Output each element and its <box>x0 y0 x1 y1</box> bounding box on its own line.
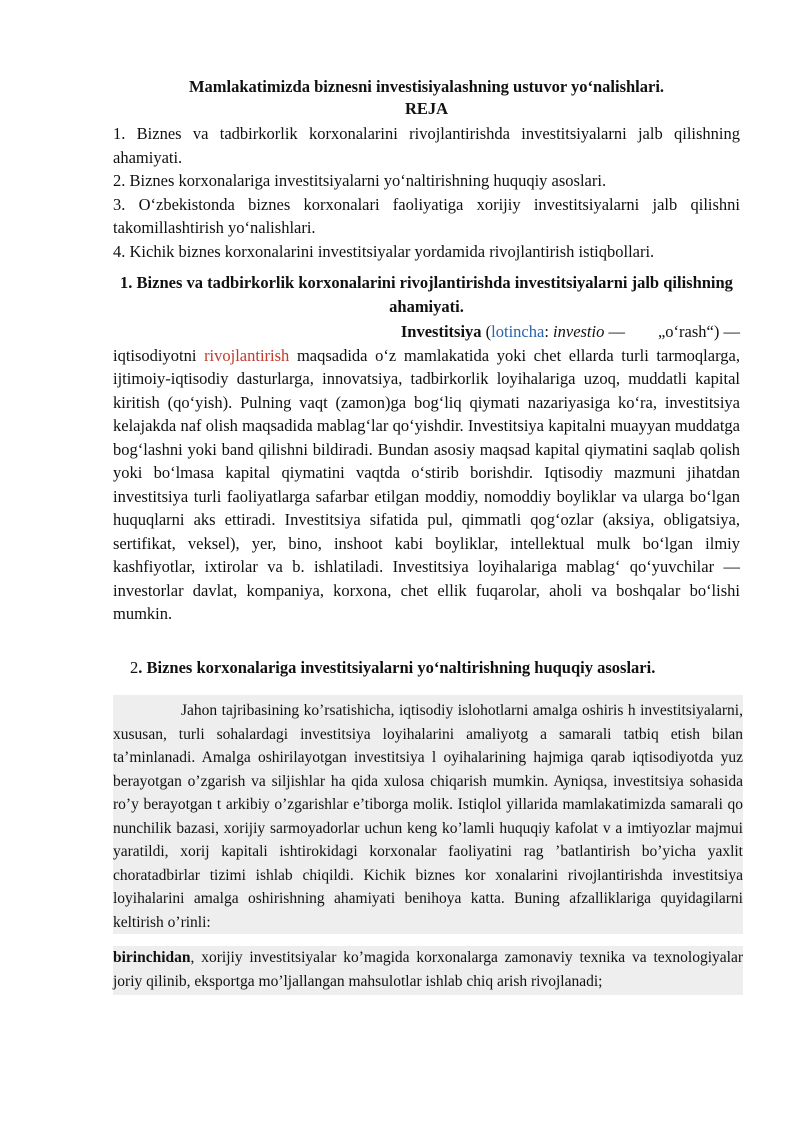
pre-link-text: iqtisodiyotni <box>113 345 205 365</box>
first-point-bold: birinchidan <box>113 949 191 966</box>
definition-line <box>113 320 740 344</box>
rivojlantirish-link[interactable]: rivojlantirish <box>204 345 290 365</box>
term-investitsiya: Investitsiya <box>400 322 482 341</box>
section2-paragraph-text: Jahon tajribasining ko’rsatishicha, iqtisodiy islohotlarni amalga oshiris h investitsiyalarni, xususan, turli sohalardagi investitsiya loyihalarini amaliyotg a samarali tatbiq etish bilan ta’minlanadi. Amalga oshirilayotgan investitsiya l oyihalarining hajmiga qarab iqtisodiyotda yuz berayotgan o’zgarish va siljishlar ha qida xulosa chiqarish mumkin. Ayniqsa, investitsiya sohasida ro’y berayotgan t arkibiy o’zgarishlar e’tiborga molik. Istiqlol yillarida mamlakatimizda samarali qo nunchilik bazasi, xorijiy sarmoyadorlar uchun keng ko’lamli huquqiy kafolat v a imtiyozlar majmui yaratildi, xorij kapitali ishtirokidagi korxonalar faoliyatini rag ’batlantirish bo’yicha yaxlit choratadbirlar tizimi ishlab chiqildi. Kichik biznes kor xonalarini rivojlantirishda investitsiya loyihalarini amalga oshirishning ahamiyati benihoya katta. Buning afzalliklariga quyidagilarni keltirish o’rinli: <box>113 702 743 931</box>
lotincha-link[interactable]: lotincha <box>491 322 545 341</box>
section2-number: 2 <box>130 658 139 677</box>
section2-paragraph <box>113 695 743 934</box>
plan-heading: REJA <box>404 99 449 118</box>
plan-list <box>113 122 740 263</box>
latin-word: investio <box>553 322 605 341</box>
paragraph-gap <box>113 934 743 946</box>
section1-body-text: maqsadida o‘z mamlakatida yoki chet ellarda turli tarmoqlarga, ijtimoiy-iqtisodiy dasturlarga, innovatsiya, tadbirkorlik loyihalariga uzoq, muddatli kapital kiritish (qo‘yish). Pulning vaqt (zamon)ga bog‘liq qiymati nazariyasiga ko‘ra, investitsiya kelajakda naf olish maqsadida mablag‘lar qo‘yishdir. Investitsiya kapitalni muayyan muddatga bog‘lashni yoki band qilishni bildiradi. Bundan asosiy maqsad kapital qiymatini saqlab qolish yoki bo‘lmasa kapital qiymatini vaqtda o‘stirib borishdir. Iqtisodiy mazmuni jihatdan investitsiya turli faoliyatlarga safarbar etilgan moddiy, nomoddiy boyliklar va ularga bo‘lgan huquqlarni aks ettiradi. Investitsiya sifatida pul, qimmatli qog‘ozlar (aksiya, obligatsiya, sertifikat, veksel), yer, bino, inshoot kabi boyliklar, intellektual mulk bo‘lgan ilmiy kashfiyotlar, ixtirolar va b. ishlatiladi. Investitsiya loyihalariga mablag‘ qo‘yuvchilar — investorlar davlat, kompaniya, korxona, chet ellik fuqarolar, aholi va boshqalar bo‘lishi mumkin. <box>113 345 740 623</box>
plan-item: 2. Biznes korxonalariga investitsiyalarni yo‘naltirishning huquqiy asoslari. <box>113 171 607 190</box>
section1-heading: 1. Biznes va tadbirkorlik korxonalarini rivojlantirishda investitsiyalarni jalb qilishning ahamiyati. <box>120 273 733 316</box>
meaning-text: — „o‘rash“) — <box>604 322 740 341</box>
plan-item: 1. Biznes va tadbirkorlik korxonalarini rivojlantirishda investitsiyalarni jalb qilishning ahamiyati. <box>113 124 740 167</box>
document-title: Mamlakatimizda biznesni investisiyalashning ustuvor yo‘nalishlari. <box>188 77 665 96</box>
section2-heading <box>113 656 740 680</box>
plan-item: 4. Kichik biznes korxonalarini investitsiyalar yordamida rivojlantirish istiqbollari. <box>113 241 655 261</box>
section2-title: . Biznes korxonalariga investitsiyalarni yo‘naltirishning huquqiy asoslari. <box>138 658 656 677</box>
colon: : <box>544 322 554 341</box>
paren-open: ( <box>481 322 492 341</box>
first-point-paragraph <box>113 946 743 995</box>
plan-item: 3. O‘zbekistonda biznes korxonalari faoliyatiga xorijiy investitsiyalarni jalb qilishni takomillashtirish yo‘nalishlari. <box>113 194 740 237</box>
section1-paragraph <box>113 320 740 626</box>
highlighted-text-block <box>113 695 743 995</box>
first-point-text: , xorijiy investitsiyalar ko’magida korxonalarga zamonaviy texnika va texnologiyalar joriy qilinib, eksportga mo’ljallangan mahsulotlar ishlab chiq arish rivojlanadi; <box>113 949 743 990</box>
